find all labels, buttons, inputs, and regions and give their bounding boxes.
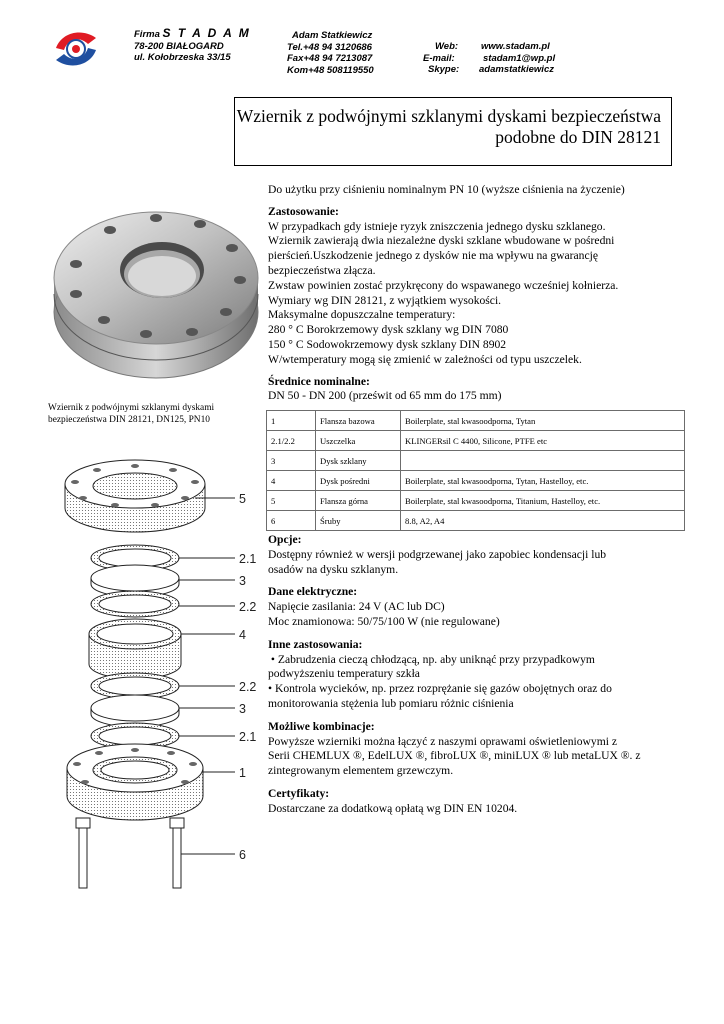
section-zastosowanie (268, 183, 678, 404)
skype-id: adamstatkiewicz (479, 64, 554, 75)
inne-line: monitorowania stężenia lub pomiaru różnic ciśnienia (268, 696, 514, 710)
label-2-1-bottom: 2.1 (239, 730, 257, 744)
table-cell: Śruby (316, 511, 401, 531)
photo-caption (48, 403, 261, 426)
inne-line: podwyższeniu temperatury szkła (268, 667, 420, 681)
table-cell: 3 (267, 451, 316, 471)
table-cell: Flansza górna (316, 491, 401, 511)
title-line-1: Wziernik z podwójnymi szklanymi dyskami bezpieczeństwa (236, 106, 661, 126)
heading-srednice: Średnice nominalne: (268, 374, 370, 388)
heading-certyfikaty: Certyfikaty: (268, 786, 330, 800)
table-cell: Boilerplate, stal kwasoodporna, Tytan, Hastelloy, etc. (401, 471, 685, 491)
contact-kom: Kom+48 508119550 (287, 64, 374, 76)
caption-line-2: bezpieczeństwa DIN 28121, DN125, PN10 (48, 414, 210, 425)
table-cell: Dysk pośredni (316, 471, 401, 491)
label-1: 1 (239, 766, 246, 780)
table-cell: KLINGERsil C 4400, Silicone, PTFE etc (401, 431, 685, 451)
zastosowanie-line: W przypadkach gdy istnieje ryzyk zniszczenia jednego dysku szklanego. (268, 219, 606, 233)
kombinacje-line: Powyższe wzierniki można łączyć z naszymi oprawami oświetleniowymi z (268, 734, 617, 748)
header-company (134, 28, 251, 64)
label-4: 4 (239, 628, 246, 642)
contact-fax: Fax+48 94 7213087 (287, 53, 373, 64)
table-cell: Flansza bazowa (316, 411, 401, 431)
zastosowanie-line: pierścień.Uszkodzenie jednego z dysków nie ma wpływu na gwarancję (268, 249, 598, 263)
zastosowanie-line: W/wtemperatury mogą się zmienić w zależności od typu uszczelek. (268, 352, 582, 366)
label-3-top: 3 (239, 574, 246, 588)
table-cell: 5 (267, 491, 316, 511)
table-row (267, 431, 685, 451)
contact-tel: Tel.+48 94 3120686 (287, 41, 372, 53)
table-cell: Boilerplate, stal kwasoodporna, Titanium, Hastelloy, etc. (401, 491, 685, 511)
table-cell: 6 (267, 511, 316, 531)
table-row (267, 491, 685, 511)
certyfikaty-text: Dostarczane za dodatkową opłatą wg DIN EN 10204. (268, 801, 518, 815)
heading-kombinacje: Możliwe kombinacje: (268, 719, 375, 733)
dane-line: Napięcie zasilania: 24 V (AC lub DC) (268, 600, 445, 614)
section-lower (268, 533, 688, 817)
label-2-1-top: 2.1 (239, 552, 257, 566)
table-cell: Uszczelka (316, 431, 401, 451)
firm-name: S T A D A M (162, 26, 251, 40)
inne-line: • Kontrola wycieków, np. przez rozprężanie się gazów obojętnych oraz do (268, 682, 612, 696)
kombinacje-line: Serii CHEMLUX ®, EdelLUX ®, fibroLUX ®, miniLUX ® lub metaLUX ®. z (268, 749, 641, 763)
web-link[interactable]: www.stadam.pl (481, 41, 550, 52)
web-label: Web: (435, 41, 459, 52)
zastosowanie-line: 150 ° C Sodowokrzemowy dysk szklany DIN 8902 (268, 337, 507, 351)
table-row (267, 511, 685, 531)
zastosowanie-line: Wziernik zawierają dwia niezależne dyski szklane wbudowane w pośredni (268, 234, 615, 248)
title-line-2: podobne do DIN 28121 (495, 127, 661, 147)
heading-inne: Inne zastosowania: (268, 637, 363, 651)
contact-person: Adam Statkiewicz (292, 30, 373, 41)
header-contact (287, 30, 374, 76)
label-5: 5 (239, 492, 246, 506)
exploded-diagram (45, 458, 270, 898)
title-box (234, 97, 672, 166)
inne-line: • Zabrudzenia cieczą chłodzącą, np. aby uniknąć przy przypadkowym (268, 652, 595, 666)
table-row (267, 411, 685, 431)
zastosowanie-line: 280 ° C Borokrzemowy dysk szklany wg DIN 7080 (268, 323, 509, 337)
header-online (418, 41, 558, 76)
product-photo (50, 194, 262, 390)
opcje-line: osadów na dysku szklanym. (268, 562, 399, 576)
label-2-2-bottom: 2.2 (239, 680, 257, 694)
company-logo (52, 24, 100, 74)
address-city: 78-200 BIAŁOGARD (134, 40, 224, 52)
kombinacje-line: zintegrowanym elementem grzewczym. (268, 764, 454, 778)
table-row (267, 471, 685, 491)
zastosowanie-line: Wymiary wg DIN 28121, z wyjątkiem wysokości. (268, 293, 502, 307)
email-link[interactable]: stadam1@wp.pl (483, 52, 556, 64)
label-2-2-top: 2.2 (239, 600, 257, 614)
table-row (267, 451, 685, 471)
email-label: E-mail: (423, 52, 455, 64)
address-street: ul. Kołobrzeska 33/15 (134, 52, 231, 63)
parts-table (266, 410, 685, 531)
heading-dane: Dane elektryczne: (268, 585, 358, 599)
table-cell: Boilerplate, stal kwasoodporna, Tytan (401, 411, 685, 431)
label-3-bottom: 3 (239, 702, 246, 716)
zastosowanie-line: Maksymalne dopuszczalne temperatury: (268, 308, 456, 322)
caption-line-1: Wziernik z podwójnymi szklanymi dyskami (48, 403, 215, 413)
zastosowanie-line: bezpieczeństwa złącza. (268, 263, 376, 277)
heading-opcje: Opcje: (268, 533, 302, 546)
table-cell (401, 451, 685, 471)
intro-text: Do użytku przy ciśnieniu nominalnym PN 10 (wyższe ciśnienia na życzenie) (268, 183, 625, 196)
table-cell: Dysk szklany (316, 451, 401, 471)
label-6: 6 (239, 848, 246, 862)
table-cell: 8.8, A2, A4 (401, 511, 685, 531)
table-cell: 2.1/2.2 (267, 431, 316, 451)
heading-zastosowanie: Zastosowanie: (268, 204, 339, 218)
table-cell: 1 (267, 411, 316, 431)
opcje-line: Dostępny również w wersji podgrzewanej jako zapobiec kondensacji lub (268, 547, 607, 561)
dane-line: Moc znamionowa: 50/75/100 W (nie regulowane) (268, 614, 500, 628)
skype-label: Skype: (428, 64, 460, 75)
firm-prefix: Firma (134, 29, 160, 40)
table-cell: 4 (267, 471, 316, 491)
srednice-text: DN 50 - DN 200 (prześwit od 65 mm do 175 mm) (268, 389, 502, 403)
zastosowanie-line: Zwstaw powinien zostać przykręcony do wspawanego wcześniej kołnierza. (268, 278, 619, 292)
